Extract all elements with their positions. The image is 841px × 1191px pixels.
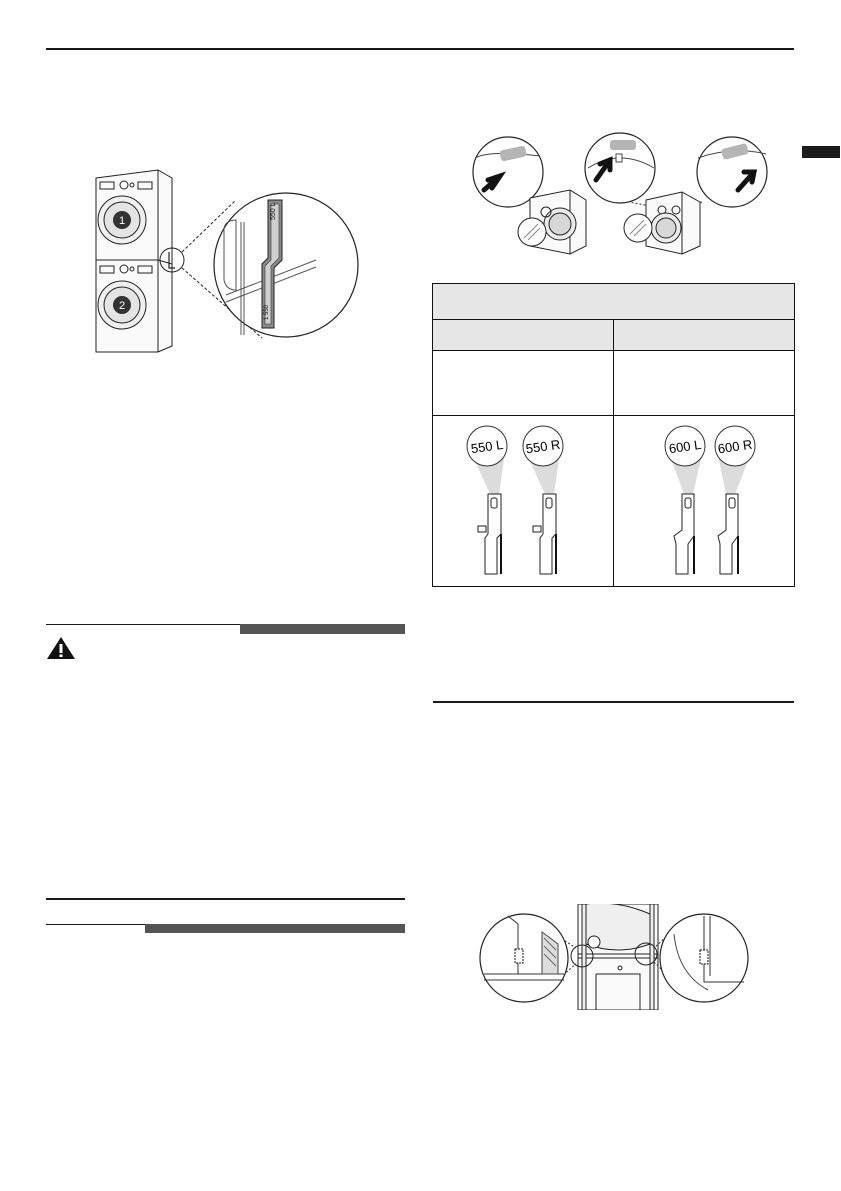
bracket-table — [432, 283, 795, 587]
note-section-rule — [46, 898, 405, 900]
label-550R: 550 R — [524, 436, 562, 457]
unit-1-number: 1 — [118, 215, 126, 227]
bracket-label-top: 550 L — [270, 202, 277, 220]
zoom-circle-left — [473, 137, 543, 207]
zoom-circle-right — [697, 137, 767, 207]
dryer-drawing — [624, 192, 700, 254]
bracket-table-col-right — [614, 320, 795, 351]
bracket-table-text-right — [614, 351, 795, 416]
zoom-circle-middle — [585, 133, 655, 203]
unit-rear-drawing — [571, 904, 658, 1010]
bracket-600-cell — [614, 416, 795, 587]
warning-icon — [46, 636, 76, 660]
bracket-550-drawing — [433, 416, 613, 581]
top-rule — [46, 48, 794, 50]
label-600R: 600 R — [716, 436, 754, 457]
language-tab — [802, 146, 840, 158]
bracket-table-col-left — [433, 320, 614, 351]
bracket-install-figure — [478, 904, 750, 1010]
label-550L: 550 L — [469, 436, 505, 457]
stacked-units-figure — [86, 160, 366, 360]
label-location-figure — [470, 128, 770, 263]
label-600L: 600 L — [667, 436, 703, 457]
unit-2-number: 2 — [118, 300, 126, 312]
bracket-550-cell — [433, 416, 614, 587]
stacked-units-drawing — [96, 170, 184, 352]
note-bar — [145, 924, 405, 933]
bracket-label-bottom: 1 550 — [264, 304, 270, 320]
zoom-circle-right-bottom — [660, 914, 748, 1002]
bracket-table-header — [433, 284, 795, 320]
bracket-600-drawing — [614, 416, 794, 581]
bracket-table-text-left — [433, 351, 614, 416]
zoom-circle-left-bottom — [480, 914, 568, 1002]
warning-bar — [240, 624, 405, 634]
right-section-rule — [433, 701, 794, 703]
